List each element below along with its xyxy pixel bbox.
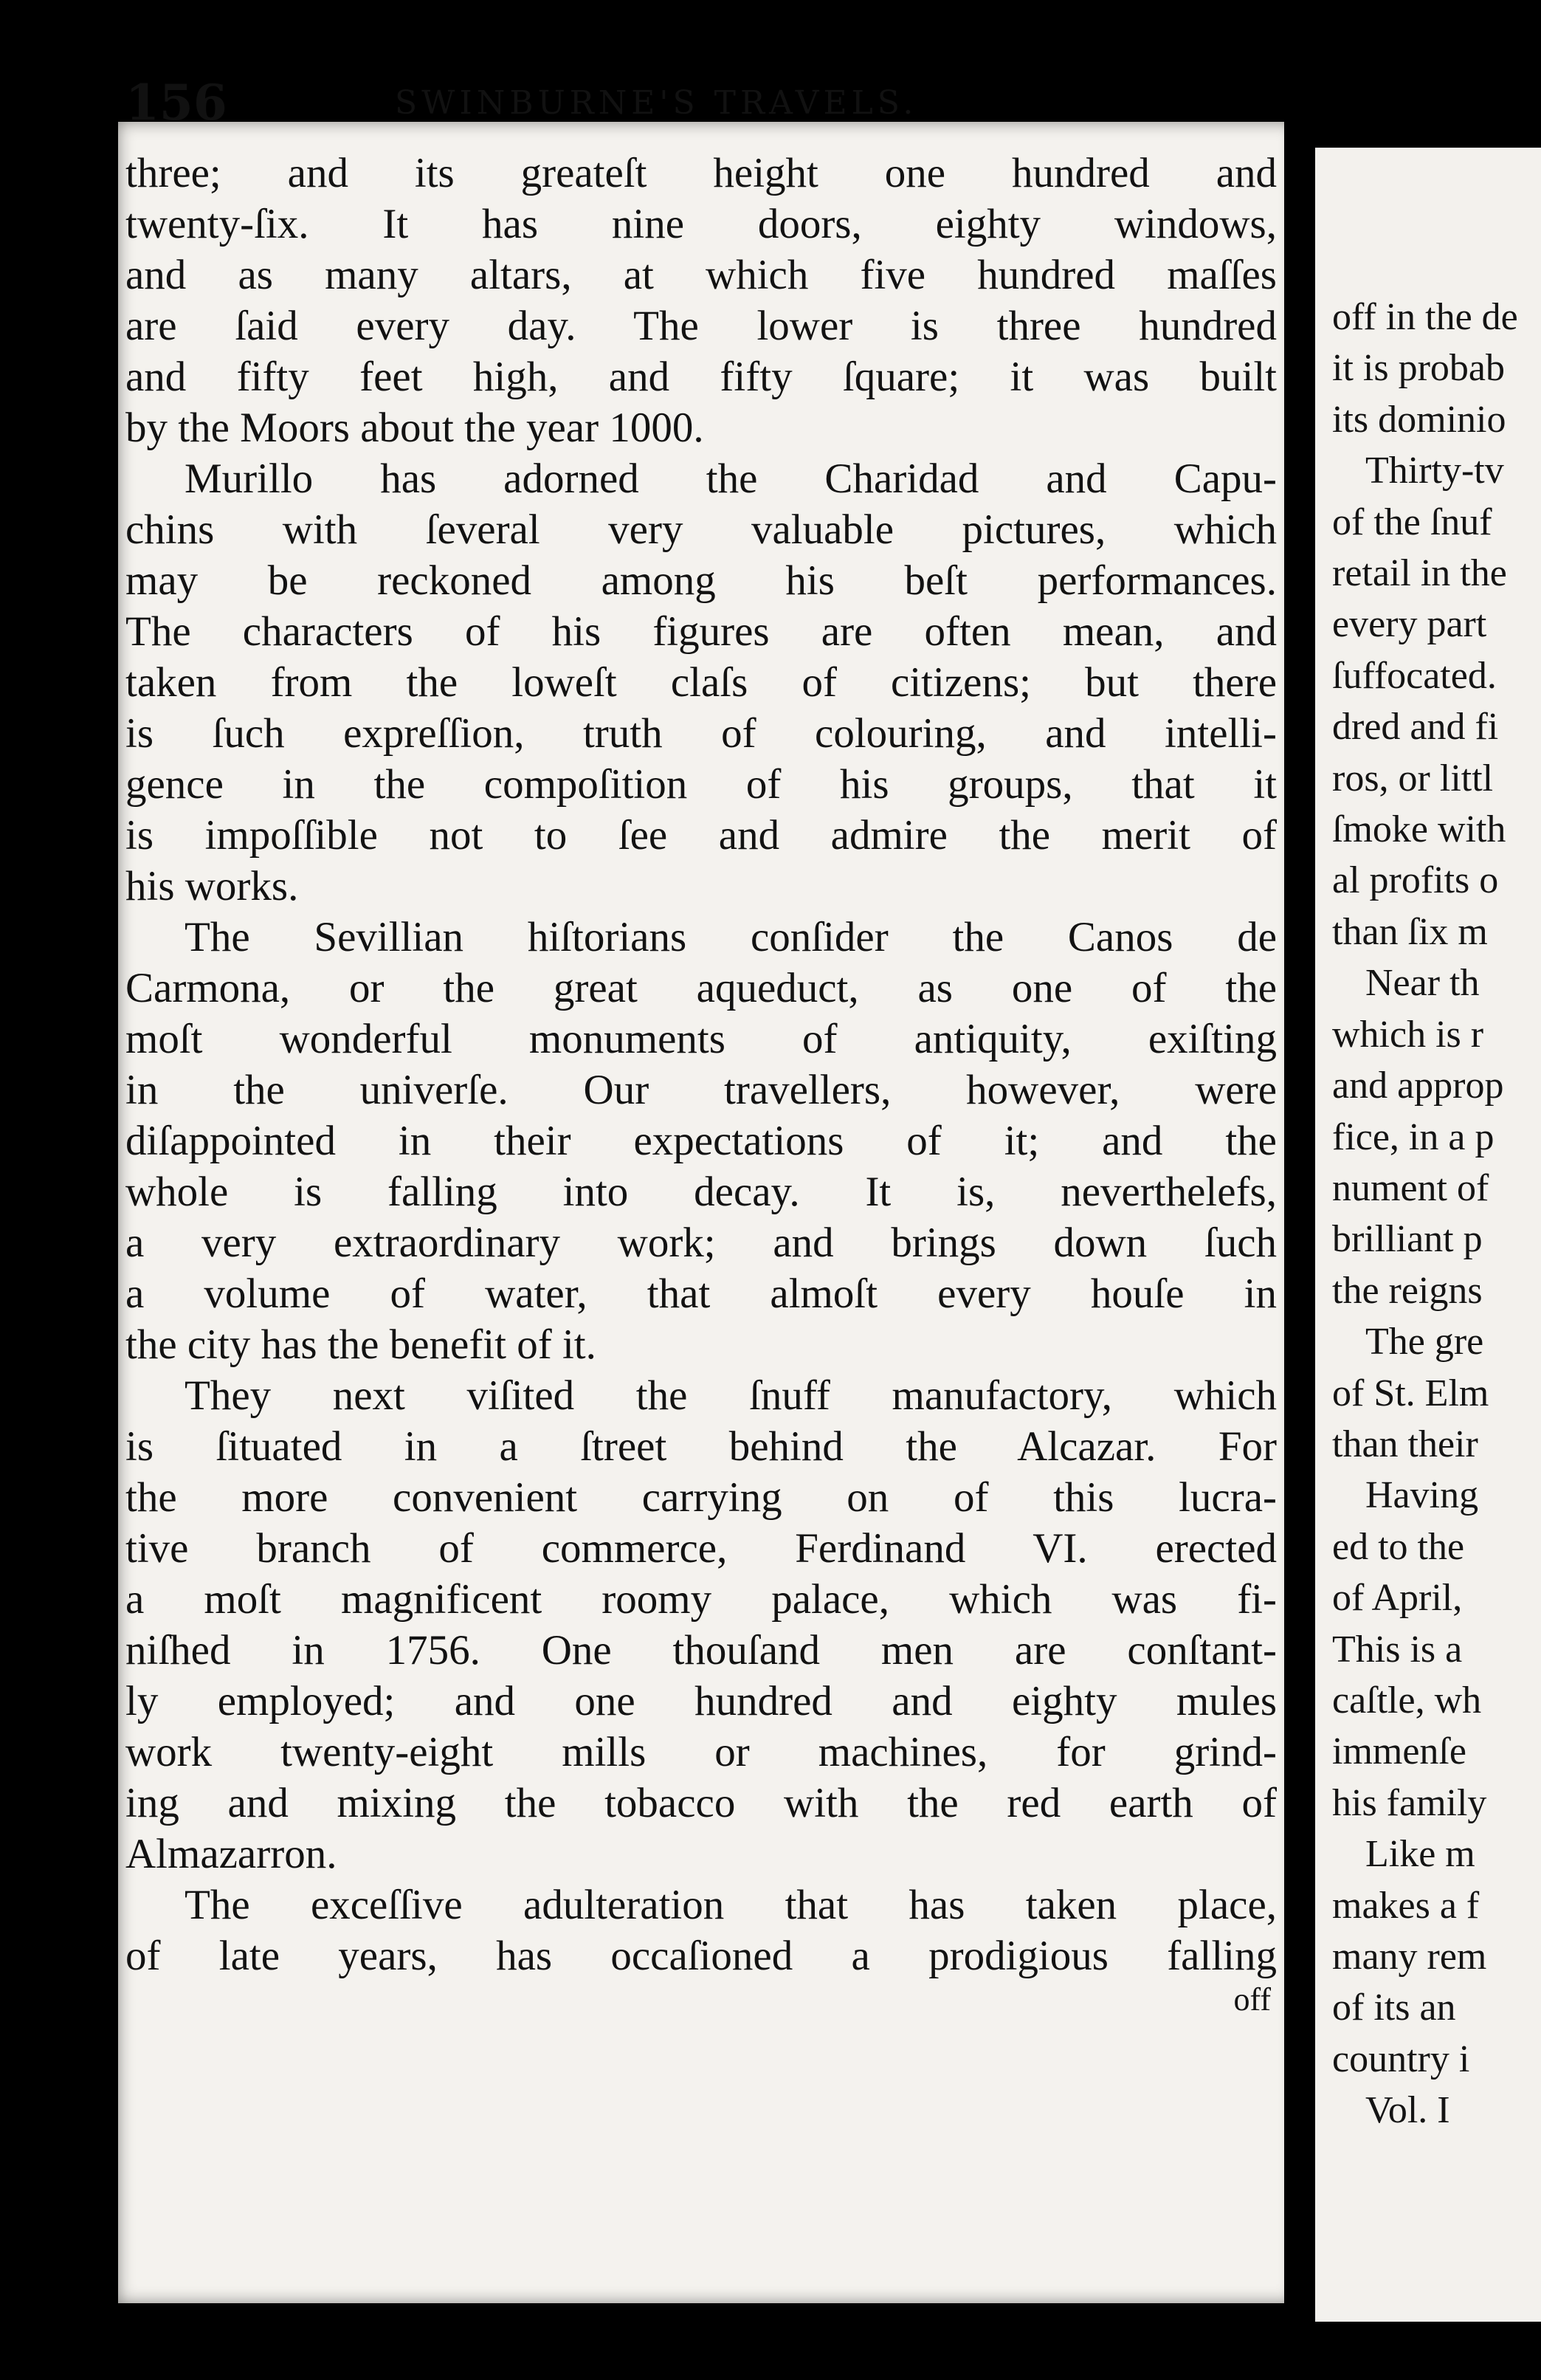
- text-line: Vol. I: [1365, 2089, 1450, 2132]
- text-line: al profits o: [1332, 859, 1499, 902]
- text-line: niſhed in 1756. One thouſand men are conſtant-: [125, 1627, 1277, 1674]
- text-line: The Sevillian hiſtorians conſider the Canos de: [185, 914, 1277, 960]
- text-line: nument of: [1332, 1166, 1489, 1209]
- text-line: off in the de: [1332, 296, 1518, 338]
- running-head: SWINBURNE'S TRAVELS.: [395, 84, 918, 122]
- left-page-text: [125, 148, 1277, 2018]
- text-line: ing and mixing the tobacco with the red earth of: [125, 1780, 1277, 1826]
- text-line: the more convenient carrying on of this lucra-: [125, 1474, 1277, 1521]
- text-line: The gre: [1365, 1321, 1484, 1363]
- text-line: of late years, has occaſioned a prodigious falling: [125, 1933, 1277, 1979]
- page-header: [125, 74, 1011, 140]
- text-line: a volume of water, that almoſt every houſe in: [125, 1270, 1277, 1317]
- text-line: ros, or littl: [1332, 757, 1494, 799]
- text-line: ly employed; and one hundred and eighty mules: [125, 1678, 1277, 1724]
- text-line: and as many altars, at which five hundred maſſes: [125, 252, 1277, 298]
- text-line: than their: [1332, 1423, 1478, 1465]
- text-line: it is probab: [1332, 347, 1505, 390]
- text-line: in the univerſe. Our travellers, however, were: [125, 1067, 1277, 1113]
- text-line: and fifty feet high, and fifty ſquare; it was built: [125, 354, 1277, 400]
- text-line: moſt wonderful monuments of antiquity, exiſting: [125, 1016, 1277, 1062]
- text-line: Murillo has adorned the Charidad and Capu-: [185, 455, 1277, 502]
- text-line: the city has the benefit of it.: [125, 1321, 596, 1368]
- text-line: work twenty-eight mills or machines, for grind-: [125, 1729, 1277, 1775]
- text-line: his works.: [125, 863, 299, 909]
- text-line: twenty-ſix. It has nine doors, eighty windows,: [125, 201, 1277, 247]
- text-line: Carmona, or the great aqueduct, as one of the: [125, 965, 1277, 1011]
- text-line: and approp: [1332, 1065, 1504, 1107]
- text-line: ſuffocated.: [1332, 654, 1497, 697]
- text-line: many rem: [1332, 1936, 1487, 1978]
- text-line: diſappointed in their expectations of it; and the: [125, 1118, 1277, 1164]
- text-line: every part: [1332, 603, 1487, 646]
- text-line: of St. Elm: [1332, 1372, 1489, 1414]
- text-line: Like m: [1365, 1833, 1475, 1876]
- catchword: off: [1233, 1981, 1271, 2018]
- text-line: country i: [1332, 2037, 1470, 2080]
- text-line: ſmoke with: [1332, 808, 1506, 851]
- text-line: his family: [1332, 1781, 1487, 1824]
- text-line: the reigns: [1332, 1269, 1483, 1312]
- text-line: ed to the: [1332, 1525, 1465, 1568]
- text-line: retail in the: [1332, 552, 1507, 595]
- text-line: a very extraordinary work; and brings down ſuch: [125, 1220, 1277, 1266]
- text-line: The exceſſive adulteration that has taken place,: [185, 1882, 1277, 1928]
- text-line: of April,: [1332, 1577, 1463, 1620]
- text-line: may be reckoned among his beſt performances.: [125, 557, 1277, 604]
- text-line: of the ſnuf: [1332, 501, 1492, 543]
- text-line: tive branch of commerce, Ferdinand VI. erected: [125, 1525, 1277, 1572]
- text-line: is ſituated in a ſtreet behind the Alcazar. For: [125, 1423, 1277, 1470]
- text-line: a moſt magnificent roomy palace, which was fi-: [125, 1576, 1277, 1623]
- text-line: than ſix m: [1332, 910, 1488, 953]
- page-gutter: [1284, 89, 1315, 2303]
- page-number: 156: [125, 74, 227, 131]
- text-line: of its an: [1332, 1987, 1456, 2029]
- text-line: gence in the compoſition of his groups, that it: [125, 761, 1277, 808]
- text-line: whole is falling into decay. It is, neverthelefs,: [125, 1169, 1277, 1215]
- text-line: its dominio: [1332, 398, 1506, 441]
- text-line: is ſuch expreſſion, truth of colouring, and intelli-: [125, 710, 1277, 757]
- text-line: brilliant p: [1332, 1218, 1483, 1261]
- text-line: fice, in a p: [1332, 1115, 1495, 1158]
- text-line: which is r: [1332, 1013, 1484, 1056]
- text-line: three; and its greateſt height one hundred and: [125, 150, 1277, 196]
- text-line: Almazarron.: [125, 1831, 337, 1877]
- text-line: chins with ſeveral very valuable pictures, which: [125, 506, 1277, 553]
- text-line: taken from the loweſt claſs of citizens; but there: [125, 659, 1277, 706]
- text-line: by the Moors about the year 1000.: [125, 405, 704, 451]
- right-page-text: [1332, 292, 1541, 2136]
- text-line: The characters of his figures are often mean, and: [125, 608, 1277, 655]
- text-line: is impoſſible not to ſee and admire the merit of: [125, 812, 1277, 859]
- text-line: Near th: [1365, 962, 1480, 1005]
- text-line: are ſaid every day. The lower is three hundred: [125, 303, 1277, 349]
- text-line: caſtle, wh: [1332, 1679, 1482, 1722]
- text-line: They next viſited the ſnuff manufactory, which: [185, 1372, 1277, 1419]
- text-line: immenſe: [1332, 1730, 1466, 1773]
- text-line: This is a: [1332, 1628, 1463, 1671]
- text-line: Having: [1365, 1474, 1479, 1517]
- text-line: Thirty-tv: [1365, 450, 1504, 492]
- text-line: makes a f: [1332, 1884, 1480, 1927]
- text-line: dred and fi: [1332, 706, 1499, 749]
